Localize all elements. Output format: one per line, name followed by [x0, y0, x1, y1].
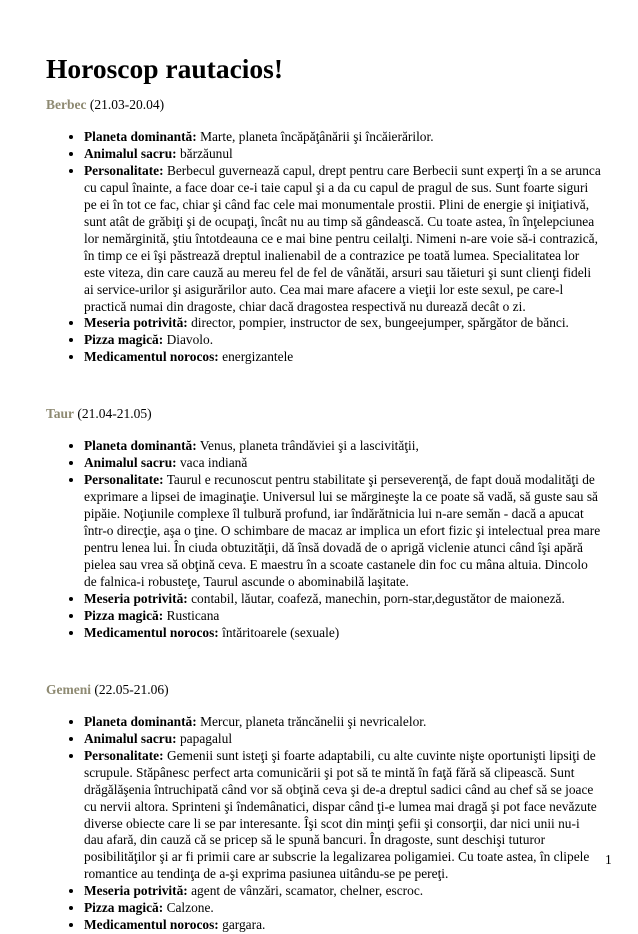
fact-label: Medicamentul norocos: — [84, 624, 219, 640]
fact-label: Animalul sacru: — [84, 730, 177, 746]
fact-text: Berbecul guvernează capul, drept pentru care Berbecii sunt experţi în a se arunca cu capul înainte, a face doar ce-i taie capul şi a da cu capul de pragul de sus. Sunt foarte siguri pe ei în tot ce fac, chiar şi când fac cele mai monumentale prostii. Plini de energie şi iniţiativă, sunt atât de grăbiţi şi de ocupaţi, încât nu au timp să gândească. Cu toate astea, în înţelepciunea lor nemărginită, ştiu întotdeauna ce e mai bine pentru ceilalţi. Nimeni n-are voie să-i contrazică, în timp ce ei îşi păstrează dreptul inalienabil de a contrazice pe toată lumea. Specialitatea lor este viteza, din care cauză au mereu fel de fel de vânătăi, arsuri sau tăieturi şi sunt clienţi fideli ai service-urilor şi asigurărilor auto. Cea mai mare afacere a vieţii lor este sexul, pe care-l practică numai din dragoste, chiar dacă dragostea respectivă nu durează decât o zi. — [84, 162, 601, 314]
page-number: 1 — [605, 852, 612, 867]
sign-section-taur — [46, 405, 602, 641]
fact-medicine — [84, 917, 602, 934]
fact-personality — [84, 163, 602, 316]
fact-text: Marte, planeta încăpăţânării şi încăierărilor. — [200, 129, 434, 144]
sign-dates: (21.03-20.04) — [89, 97, 165, 112]
fact-text: întăritoarele (sexuale) — [222, 624, 340, 640]
sign-facts-list — [46, 438, 602, 641]
document-page — [46, 52, 602, 934]
fact-animal — [84, 146, 602, 163]
fact-text: contabil, lăutar, coafeză, manechin, porn-star,degustător de maioneză. — [191, 590, 565, 606]
fact-text: bărzăunul — [179, 145, 233, 161]
fact-label: Personalitate: — [84, 747, 164, 763]
fact-medicine — [84, 625, 602, 642]
fact-text: Taurul e recunoscut pentru stabilitate şi perseverenţă, de fapt două modalităţi de exprimare a lipsei de imaginaţie. Universul lui se mărgineşte la ce poate să vadă, să guste sau să pipăie. Noţiunile complexe îl tulbură profund, iar îndărătnicia lui n-are semăn - dacă a apucat într-o direcţie, aşa o ţine. O schimbare de macaz ar implica un efort fizic şi intelectual prea mare pentru lenea lui. În ciuda obtuzităţii, dă însă dovadă de o aprigă viclenie atunci când îşi apără pielea sau vrea să obţină ceva. E maestru în a scoate castanele din foc cu mâna altuia. Dincolo de falnica-i robusteţe, Taurul ascunde o abominabilă laşitate. — [84, 472, 601, 589]
fact-text: agent de vânzări, scamator, chelner, escroc. — [191, 883, 424, 899]
fact-label: Animalul sacru: — [84, 455, 177, 471]
fact-pizza — [84, 332, 602, 349]
fact-pizza — [84, 608, 602, 625]
fact-personality — [84, 472, 602, 591]
sign-dates: (21.04-21.05) — [77, 406, 152, 422]
fact-label: Medicamentul norocos: — [84, 349, 219, 365]
fact-text: energizantele — [222, 349, 294, 365]
sign-facts-list — [46, 129, 602, 366]
fact-text: vaca indiană — [179, 455, 248, 471]
sign-section-gemeni — [46, 681, 602, 934]
fact-medicine — [84, 349, 602, 366]
fact-text: Calzone. — [166, 900, 214, 916]
fact-label: Pizza magică: — [84, 607, 164, 623]
fact-label: Planeta dominantă: — [84, 713, 197, 729]
fact-job — [84, 591, 602, 608]
sign-dates: (22.05-21.06) — [94, 681, 169, 697]
fact-text: papagalul — [179, 730, 233, 746]
document-title: Horoscop rautacios! — [46, 53, 284, 84]
sign-name: Taur — [46, 406, 75, 422]
fact-text: Rusticana — [166, 607, 220, 623]
fact-text: gargara. — [222, 917, 266, 933]
fact-personality — [84, 748, 602, 884]
sign-section-berbec — [46, 96, 602, 366]
fact-label: Meseria potrivită: — [84, 590, 188, 606]
fact-label: Medicamentul norocos: — [84, 917, 219, 933]
fact-label: Planeta dominantă: — [84, 129, 197, 144]
fact-label: Animalul sacru: — [84, 145, 177, 161]
fact-label: Personalitate: — [84, 162, 164, 178]
fact-animal — [84, 455, 602, 472]
fact-planet — [84, 714, 602, 731]
sign-name: Gemeni — [46, 681, 91, 697]
sign-facts-list — [46, 714, 602, 934]
sign-name: Berbec — [46, 97, 87, 112]
fact-planet — [84, 129, 602, 146]
fact-label: Meseria potrivită: — [84, 883, 188, 899]
fact-text: Mercur, planeta trăncănelii şi nevricalelor. — [200, 713, 427, 729]
fact-animal — [84, 731, 602, 748]
fact-planet — [84, 438, 602, 455]
fact-text: Gemenii sunt isteţi şi foarte adaptabili, cu alte cuvinte nişte oportunişti lipsiţi de scrupule. Stăpânesc perfect arta comunicării şi pot să te mintă în faţă fără să clipească. Sunt drăgălăşenia întruchipată când vor să obţină ceva şi de-a dreptul sadici când au chef să se joace cu nervii altora. Sprinteni şi îndemânatici, dispar când ţi-e lumea mai dragă şi pot face nevăzute diverse obiecte care li se par interesante. Îşi scot din minţi şefii şi consorţii, dar nici unii nu-i dau afară, din cauză că se pricep să le spună bancuri. În dragoste, sunt deschişi tuturor posibilităţilor şi ar fi primii care ar subscrie la legalizarea poligamiei. Cu toate astea, în clipele romantice au tendinţa de a-şi exprima pasiunea uitându-se pe pereţi. — [84, 747, 597, 882]
fact-text: Diavolo. — [166, 332, 214, 348]
fact-text: Venus, planeta trândăviei şi a lascivităţii, — [199, 438, 419, 454]
fact-job — [84, 883, 602, 900]
fact-job — [84, 315, 602, 332]
sign-header — [46, 681, 602, 698]
sign-header — [46, 96, 602, 113]
fact-label: Personalitate: — [84, 472, 164, 488]
fact-label: Planeta dominantă: — [84, 438, 197, 454]
fact-label: Pizza magică: — [84, 900, 164, 916]
fact-label: Meseria potrivită: — [84, 315, 188, 331]
sign-header — [46, 405, 602, 422]
fact-text: director, pompier, instructor de sex, bungeejumper, spărgător de bănci. — [191, 315, 569, 331]
fact-label: Pizza magică: — [84, 332, 164, 348]
